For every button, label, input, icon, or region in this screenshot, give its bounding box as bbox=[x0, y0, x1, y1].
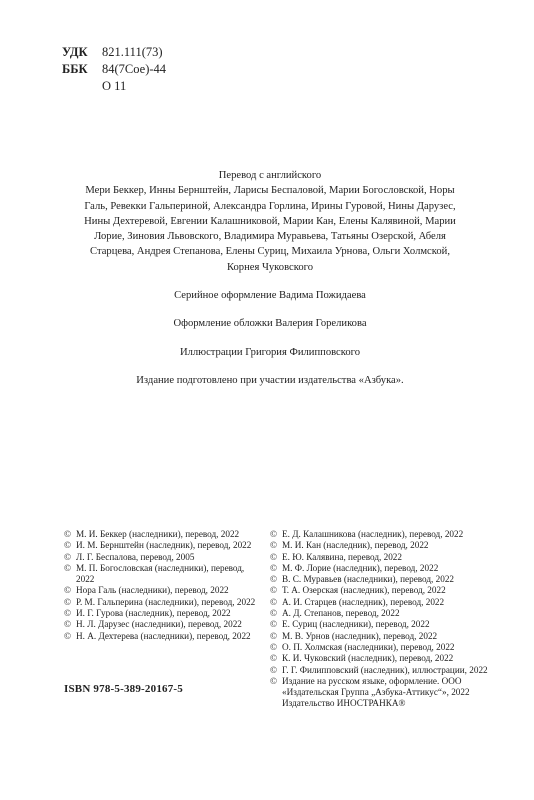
copyright-symbol: © bbox=[270, 630, 277, 641]
copyright-text: А. Д. Степанов, перевод, 2022 bbox=[282, 608, 400, 619]
illustrations-credit: Иллюстрации Григория Филипповского bbox=[179, 346, 361, 358]
copyright-text: Нора Галь (наследники), перевод, 2022 bbox=[76, 585, 229, 596]
copyright-symbol: © bbox=[64, 596, 71, 607]
copyright-symbol: © bbox=[270, 653, 277, 664]
copyright-text: И. Г. Гурова (наследник), перевод, 2022 bbox=[76, 608, 231, 619]
copyright-symbol: © bbox=[270, 664, 277, 675]
copyright-column-right bbox=[270, 529, 502, 710]
copyright-text: И. М. Бернштейн (наследник), перевод, 2022 bbox=[76, 540, 252, 551]
copyright-symbol: © bbox=[64, 529, 71, 539]
copyright-symbol: © bbox=[270, 641, 277, 652]
copyright-entry bbox=[270, 608, 502, 619]
copyright-text: Е. Д. Калашникова (наследник), перевод, 2022 bbox=[282, 529, 464, 539]
copyright-entry bbox=[270, 653, 502, 664]
copyright-entry bbox=[270, 552, 502, 563]
copyright-text: Г. Г. Филипповский (наследник), иллюстрации, 2022 bbox=[282, 664, 488, 675]
copyright-text: О. П. Холмская (наследники), перевод, 2022 bbox=[282, 641, 455, 652]
copyright-symbol: © bbox=[270, 529, 277, 539]
copyright-entry bbox=[64, 619, 256, 630]
copyright-text: Е. Суриц (наследники), перевод, 2022 bbox=[282, 619, 430, 630]
udc-label: УДК bbox=[62, 45, 88, 59]
copyright-symbol: © bbox=[64, 540, 71, 551]
copyright-entry bbox=[64, 597, 256, 608]
copyright-symbol: © bbox=[64, 608, 71, 619]
copyright-text: М. П. Богословская (наследники), перевод, 2022 bbox=[76, 562, 245, 585]
copyright-symbol: © bbox=[270, 574, 277, 585]
copyright-entry bbox=[270, 585, 502, 596]
copyright-text: Н. Л. Дарузес (наследники), перевод, 2022 bbox=[76, 619, 242, 630]
bbk-label: ББК bbox=[62, 62, 88, 76]
udc-row bbox=[62, 44, 166, 61]
copyright-entry bbox=[64, 631, 256, 642]
cover-design-credit: Оформление обложки Валерия Гореликова bbox=[173, 318, 367, 330]
bbk-row bbox=[62, 61, 166, 78]
copyright-entry bbox=[270, 574, 502, 585]
copyright-text: Т. А. Озерская (наследник), перевод, 2022 bbox=[282, 585, 446, 596]
classification-block bbox=[62, 44, 166, 95]
translators-list: Мери Беккер, Инны Бернштейн, Ларисы Беспаловой, Марии Богословской, Норы Галь, Ревекки Гальпериной, Александра Горлина, Ирины Гуровой, Нины Дарузес, Нины Дехтеревой, Евгении Калашниковой, Марии Кан, Елены Калявиной, Марии Лорие, Зиновия Львовского, Владимира Муравьева, Татьяны Озерской, Абеля Старцева, Андрея Степанова, Елены Суриц, Михаила Урнова, Ольги Холмской, Корнея Чуковского bbox=[84, 185, 456, 273]
copyright-symbol: © bbox=[270, 551, 277, 562]
copyright-text: М. В. Урнов (наследник), перевод, 2022 bbox=[282, 630, 438, 641]
copyright-symbol: © bbox=[270, 585, 277, 596]
copyright-entry bbox=[64, 540, 256, 551]
copyright-symbol: © bbox=[270, 562, 277, 573]
bbk-code: 84(7Сое)-44 bbox=[102, 62, 167, 76]
copyright-column-left bbox=[64, 529, 256, 642]
copyright-entry bbox=[270, 529, 502, 540]
copyright-text: М. Ф. Лорие (наследник), перевод, 2022 bbox=[282, 562, 439, 573]
copyright-text: Издание на русском языке, оформление. ООО «Издательская Группа „Азбука-Аттикус“», 2022 Издательство ИНОСТРАНКА® bbox=[282, 675, 470, 709]
copyright-text: М. И. Кан (наследник), перевод, 2022 bbox=[282, 540, 429, 551]
copyright-text: Е. Ю. Калявина, перевод, 2022 bbox=[282, 551, 402, 562]
copyright-entry bbox=[270, 597, 502, 608]
copyright-symbol: © bbox=[64, 551, 71, 562]
copyright-entry bbox=[64, 552, 256, 563]
copyright-symbol: © bbox=[270, 608, 277, 619]
copyright-text: В. С. Муравьев (наследники), перевод, 2022 bbox=[282, 574, 455, 585]
copyright-entry bbox=[270, 540, 502, 551]
copyright-entry bbox=[270, 631, 502, 642]
series-design-credit: Серийное оформление Вадима Пожидаева bbox=[174, 290, 366, 302]
copyright-entry bbox=[270, 676, 502, 710]
copyright-text: М. И. Беккер (наследники), перевод, 2022 bbox=[76, 529, 240, 539]
credits-block bbox=[80, 168, 460, 399]
copyright-text: К. И. Чуковский (наследник), перевод, 2022 bbox=[282, 653, 454, 664]
udc-code: 821.111(73) bbox=[102, 45, 163, 59]
copyright-symbol: © bbox=[270, 540, 277, 551]
copyright-symbol: © bbox=[270, 619, 277, 630]
copyright-symbol: © bbox=[270, 675, 277, 686]
isbn: ISBN 978-5-389-20167-5 bbox=[64, 683, 183, 695]
copyright-symbol: © bbox=[64, 562, 71, 573]
copyright-text: А. И. Старцев (наследник), перевод, 2022 bbox=[282, 596, 445, 607]
copyright-entry bbox=[270, 619, 502, 630]
author-mark: О 11 bbox=[102, 79, 127, 93]
copyright-text: Р. М. Гальперина (наследники), перевод, 2022 bbox=[76, 596, 256, 607]
copyright-entry bbox=[64, 608, 256, 619]
author-mark-row bbox=[62, 78, 166, 95]
copyright-entry bbox=[270, 563, 502, 574]
copyright-entry bbox=[64, 585, 256, 596]
copyright-text: Н. А. Дехтерева (наследники), перевод, 2022 bbox=[76, 630, 251, 641]
copyright-symbol: © bbox=[64, 619, 71, 630]
copyright-symbol: © bbox=[64, 630, 71, 641]
copyright-symbol: © bbox=[64, 585, 71, 596]
copyright-entry bbox=[64, 529, 256, 540]
copyright-entry bbox=[270, 665, 502, 676]
publisher-note: Издание подготовлено при участии издательства «Азбука». bbox=[136, 374, 404, 386]
copyright-entry bbox=[64, 563, 256, 586]
copyright-text: Л. Г. Беспалова, перевод, 2005 bbox=[76, 551, 195, 562]
copyright-entry bbox=[270, 642, 502, 653]
translation-title: Перевод с английского bbox=[218, 170, 322, 181]
copyright-symbol: © bbox=[270, 596, 277, 607]
